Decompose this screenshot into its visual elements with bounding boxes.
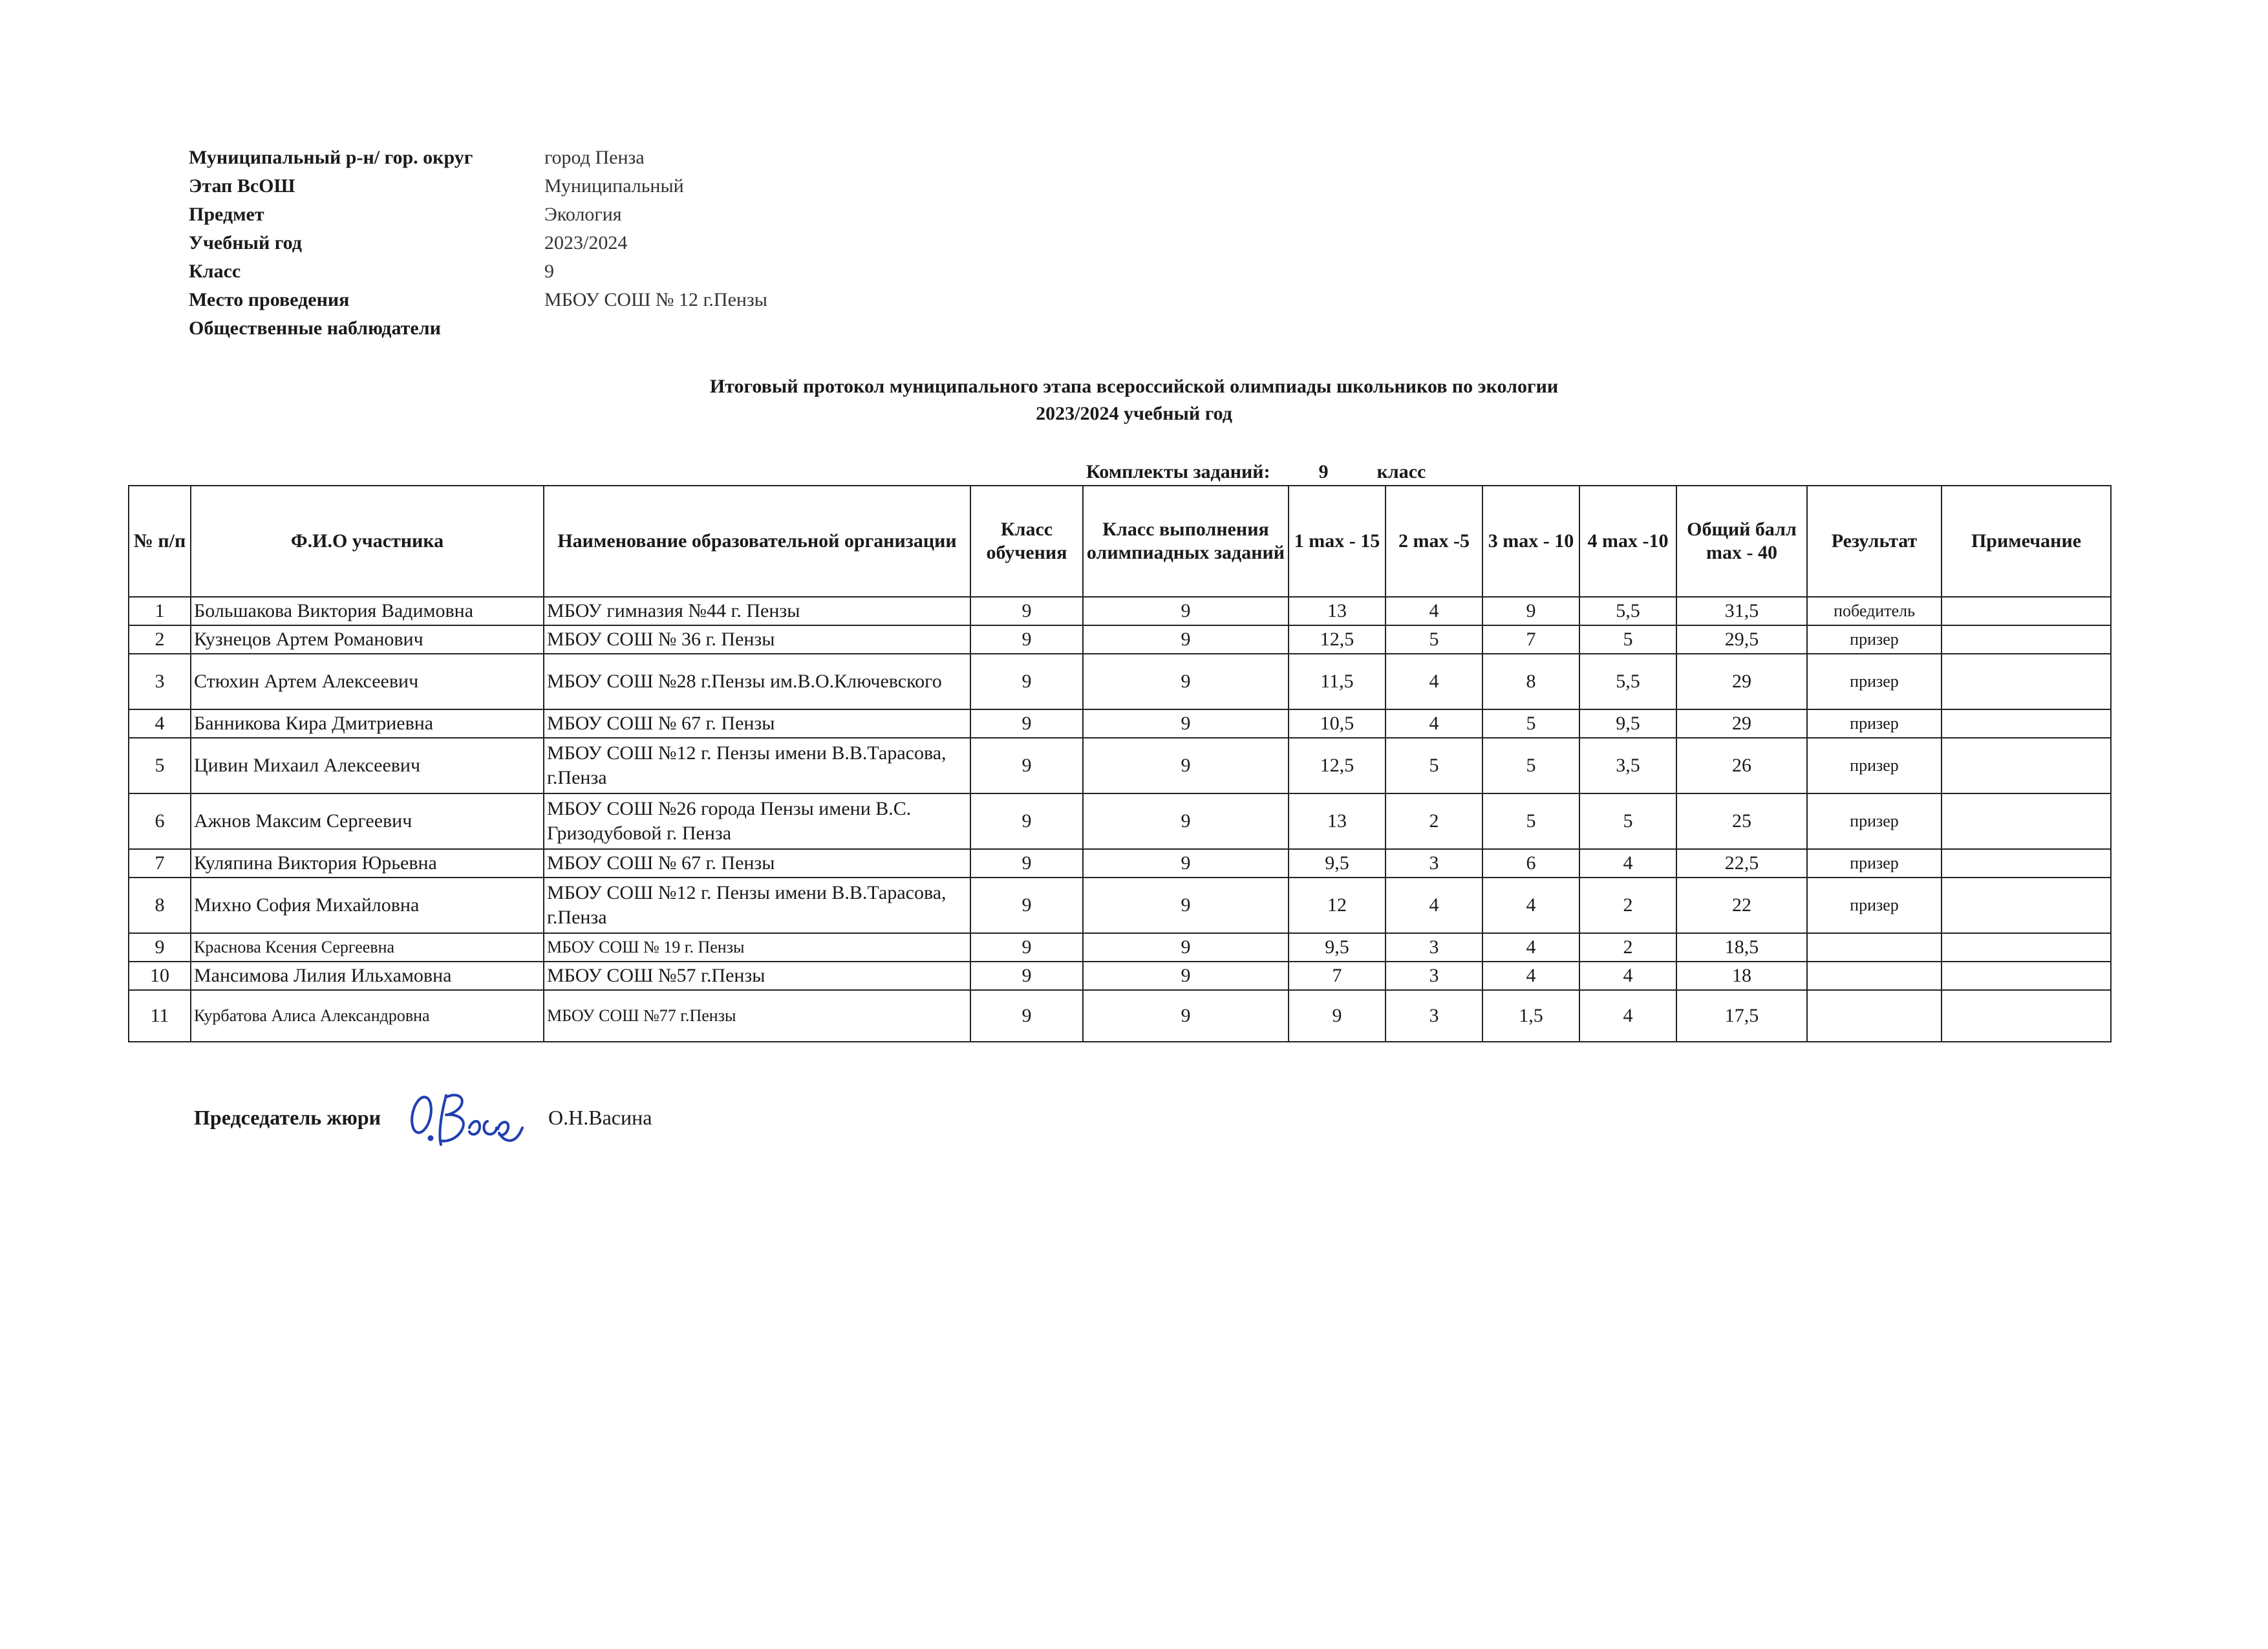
cell-result: призер <box>1807 793 1942 849</box>
header-name: Ф.И.О участника <box>191 486 544 597</box>
cell-grade-task: 9 <box>1083 709 1289 738</box>
cell-task-4: 5,5 <box>1579 597 1676 625</box>
cell-task-2: 5 <box>1385 738 1482 793</box>
cell-result <box>1807 962 1942 990</box>
cell-grade: 9 <box>970 738 1083 793</box>
meta-label: Общественные наблюдатели <box>189 318 441 339</box>
header-grade-task: Класс выполнения олимпиадных заданий <box>1083 486 1289 597</box>
cell-total: 18 <box>1676 962 1807 990</box>
cell-total: 26 <box>1676 738 1807 793</box>
cell-grade-task: 9 <box>1083 625 1289 654</box>
cell-note <box>1942 878 2111 933</box>
header-task-2: 2 max -5 <box>1385 486 1482 597</box>
document-subtitle: 2023/2024 учебный год <box>1036 403 1232 424</box>
cell-total: 22 <box>1676 878 1807 933</box>
cell-org: МБОУ СОШ №12 г. Пензы имени В.В.Тарасова, г.Пенза <box>544 878 970 933</box>
cell-grade-task: 9 <box>1083 849 1289 878</box>
cell-num: 2 <box>129 625 191 654</box>
cell-task-3: 8 <box>1482 654 1579 709</box>
cell-grade: 9 <box>970 933 1083 962</box>
header-grade: Класс обучения <box>970 486 1083 597</box>
cell-result: призер <box>1807 709 1942 738</box>
cell-grade: 9 <box>970 625 1083 654</box>
cell-task-3: 9 <box>1482 597 1579 625</box>
table-row <box>129 793 2111 849</box>
header-task-3: 3 max - 10 <box>1482 486 1579 597</box>
cell-name: Краснова Ксения Сергеевна <box>191 933 544 962</box>
meta-label: Класс <box>189 261 241 282</box>
cell-note <box>1942 709 2111 738</box>
cell-task-3: 4 <box>1482 878 1579 933</box>
meta-value: Муниципальный <box>544 175 684 197</box>
cell-note <box>1942 597 2111 625</box>
cell-task-3: 4 <box>1482 962 1579 990</box>
task-kits-line <box>1086 458 1426 486</box>
kits-suffix: класс <box>1376 461 1426 482</box>
meta-value: 2023/2024 <box>544 232 628 253</box>
cell-task-1: 9,5 <box>1289 849 1385 878</box>
cell-num: 1 <box>129 597 191 625</box>
cell-result: призер <box>1807 738 1942 793</box>
cell-task-2: 2 <box>1385 793 1482 849</box>
table-row <box>129 878 2111 933</box>
table-row <box>129 625 2111 654</box>
cell-task-1: 9,5 <box>1289 933 1385 962</box>
cell-org: МБОУ гимназия №44 г. Пензы <box>544 597 970 625</box>
cell-grade: 9 <box>970 849 1083 878</box>
chair-name: О.Н.Васина <box>548 1106 652 1129</box>
chair-label: Председатель жюри <box>194 1106 381 1129</box>
results-table <box>128 485 2112 1042</box>
cell-total: 29 <box>1676 709 1807 738</box>
cell-task-1: 12 <box>1289 878 1385 933</box>
cell-total: 18,5 <box>1676 933 1807 962</box>
meta-value: город Пенза <box>544 147 645 168</box>
cell-note <box>1942 793 2111 849</box>
cell-result: призер <box>1807 625 1942 654</box>
cell-org: МБОУ СОШ №28 г.Пензы им.В.О.Ключевского <box>544 654 970 709</box>
cell-task-2: 4 <box>1385 654 1482 709</box>
cell-result: победитель <box>1807 597 1942 625</box>
cell-total: 29 <box>1676 654 1807 709</box>
cell-num: 8 <box>129 878 191 933</box>
cell-name: Большакова Виктория Вадимовна <box>191 597 544 625</box>
cell-task-4: 4 <box>1579 849 1676 878</box>
cell-task-2: 4 <box>1385 597 1482 625</box>
cell-task-4: 2 <box>1579 933 1676 962</box>
cell-num: 4 <box>129 709 191 738</box>
meta-value: МБОУ СОШ № 12 г.Пензы <box>544 289 767 310</box>
cell-grade: 9 <box>970 709 1083 738</box>
cell-num: 6 <box>129 793 191 849</box>
cell-grade: 9 <box>970 793 1083 849</box>
cell-name: Стюхин Артем Алексеевич <box>191 654 544 709</box>
document-title: Итоговый протокол муниципального этапа всероссийской олимпиады школьников по экологии <box>709 376 1559 397</box>
cell-task-1: 12,5 <box>1289 625 1385 654</box>
cell-grade-task: 9 <box>1083 990 1289 1042</box>
table-row <box>129 962 2111 990</box>
cell-total: 22,5 <box>1676 849 1807 878</box>
cell-task-3: 7 <box>1482 625 1579 654</box>
cell-task-1: 13 <box>1289 793 1385 849</box>
cell-name: Мансимова Лилия Ильхамовна <box>191 962 544 990</box>
table-row <box>129 849 2111 878</box>
cell-result <box>1807 990 1942 1042</box>
cell-num: 5 <box>129 738 191 793</box>
table-header-row <box>129 486 2111 597</box>
cell-name: Цивин Михаил Алексеевич <box>191 738 544 793</box>
header-num: № п/п <box>129 486 191 597</box>
header-result: Результат <box>1807 486 1942 597</box>
cell-org: МБОУ СОШ №77 г.Пензы <box>544 990 970 1042</box>
cell-org: МБОУ СОШ № 19 г. Пензы <box>544 933 970 962</box>
cell-name: Банникова Кира Дмитриевна <box>191 709 544 738</box>
cell-note <box>1942 933 2111 962</box>
cell-task-2: 5 <box>1385 625 1482 654</box>
cell-task-2: 3 <box>1385 849 1482 878</box>
cell-task-4: 4 <box>1579 962 1676 990</box>
signature-image <box>407 1083 530 1160</box>
cell-task-4: 4 <box>1579 990 1676 1042</box>
cell-task-3: 6 <box>1482 849 1579 878</box>
cell-num: 7 <box>129 849 191 878</box>
meta-label: Этап ВсОШ <box>189 175 295 197</box>
table-row <box>129 990 2111 1042</box>
cell-org: МБОУ СОШ № 67 г. Пензы <box>544 709 970 738</box>
header-note: Примечание <box>1942 486 2111 597</box>
cell-task-1: 11,5 <box>1289 654 1385 709</box>
cell-task-4: 5 <box>1579 625 1676 654</box>
cell-grade: 9 <box>970 962 1083 990</box>
cell-task-4: 5,5 <box>1579 654 1676 709</box>
cell-num: 9 <box>129 933 191 962</box>
cell-note <box>1942 625 2111 654</box>
cell-name: Курбатова Алиса Александровна <box>191 990 544 1042</box>
cell-org: МБОУ СОШ № 36 г. Пензы <box>544 625 970 654</box>
meta-value: 9 <box>544 261 554 282</box>
cell-note <box>1942 738 2111 793</box>
cell-task-2: 4 <box>1385 878 1482 933</box>
cell-org: МБОУ СОШ №12 г. Пензы имени В.В.Тарасова, г.Пенза <box>544 738 970 793</box>
cell-grade-task: 9 <box>1083 933 1289 962</box>
cell-result: призер <box>1807 878 1942 933</box>
cell-result: призер <box>1807 654 1942 709</box>
cell-task-1: 7 <box>1289 962 1385 990</box>
cell-org: МБОУ СОШ №57 г.Пензы <box>544 962 970 990</box>
cell-name: Куляпина Виктория Юрьевна <box>191 849 544 878</box>
cell-total: 25 <box>1676 793 1807 849</box>
kits-value: 9 <box>1318 461 1329 482</box>
cell-grade-task: 9 <box>1083 793 1289 849</box>
cell-num: 10 <box>129 962 191 990</box>
header-task-4: 4 max -10 <box>1579 486 1676 597</box>
cell-task-3: 5 <box>1482 793 1579 849</box>
cell-name: Михно София Михайловна <box>191 878 544 933</box>
table-row <box>129 597 2111 625</box>
header-total: Общий балл max - 40 <box>1676 486 1807 597</box>
cell-num: 3 <box>129 654 191 709</box>
cell-grade: 9 <box>970 654 1083 709</box>
cell-org: МБОУ СОШ № 67 г. Пензы <box>544 849 970 878</box>
cell-task-2: 3 <box>1385 962 1482 990</box>
header-task-1: 1 max - 15 <box>1289 486 1385 597</box>
cell-task-1: 10,5 <box>1289 709 1385 738</box>
meta-label: Предмет <box>189 204 264 225</box>
cell-org: МБОУ СОШ №26 города Пензы имени В.С. Гризодубовой г. Пенза <box>544 793 970 849</box>
cell-name: Кузнецов Артем Романович <box>191 625 544 654</box>
meta-label: Место проведения <box>189 289 350 310</box>
cell-grade-task: 9 <box>1083 738 1289 793</box>
cell-task-2: 3 <box>1385 933 1482 962</box>
cell-result <box>1807 933 1942 962</box>
cell-task-1: 13 <box>1289 597 1385 625</box>
cell-total: 29,5 <box>1676 625 1807 654</box>
cell-note <box>1942 962 2111 990</box>
cell-total: 17,5 <box>1676 990 1807 1042</box>
cell-grade-task: 9 <box>1083 654 1289 709</box>
cell-task-1: 9 <box>1289 990 1385 1042</box>
cell-task-3: 4 <box>1482 933 1579 962</box>
cell-grade: 9 <box>970 878 1083 933</box>
cell-grade-task: 9 <box>1083 878 1289 933</box>
cell-grade: 9 <box>970 597 1083 625</box>
meta-label: Муниципальный р-н/ гор. округ <box>189 147 473 168</box>
cell-task-4: 9,5 <box>1579 709 1676 738</box>
cell-num: 11 <box>129 990 191 1042</box>
cell-grade: 9 <box>970 990 1083 1042</box>
cell-task-3: 5 <box>1482 738 1579 793</box>
table-row <box>129 654 2111 709</box>
cell-task-1: 12,5 <box>1289 738 1385 793</box>
header-org: Наименование образовательной организации <box>544 486 970 597</box>
cell-task-3: 5 <box>1482 709 1579 738</box>
cell-task-2: 3 <box>1385 990 1482 1042</box>
cell-task-4: 5 <box>1579 793 1676 849</box>
kits-label: Комплекты заданий: <box>1086 461 1270 482</box>
cell-name: Ажнов Максим Сергеевич <box>191 793 544 849</box>
meta-label: Учебный год <box>189 232 302 253</box>
cell-result: призер <box>1807 849 1942 878</box>
cell-task-4: 2 <box>1579 878 1676 933</box>
meta-value: Экология <box>544 204 622 225</box>
cell-note <box>1942 654 2111 709</box>
cell-task-3: 1,5 <box>1482 990 1579 1042</box>
cell-grade-task: 9 <box>1083 962 1289 990</box>
cell-grade-task: 9 <box>1083 597 1289 625</box>
cell-note <box>1942 849 2111 878</box>
cell-task-4: 3,5 <box>1579 738 1676 793</box>
table-row <box>129 709 2111 738</box>
table-row <box>129 738 2111 793</box>
cell-note <box>1942 990 2111 1042</box>
cell-total: 31,5 <box>1676 597 1807 625</box>
cell-task-2: 4 <box>1385 709 1482 738</box>
table-row <box>129 933 2111 962</box>
